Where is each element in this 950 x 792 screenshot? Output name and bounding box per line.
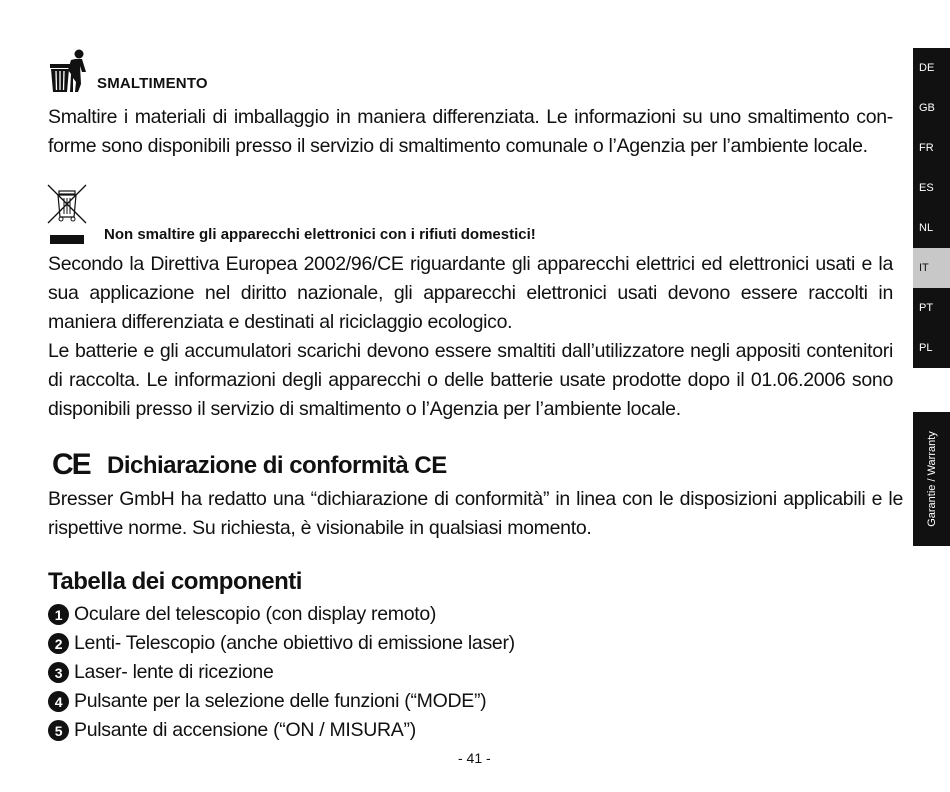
list-item bbox=[48, 716, 515, 745]
list-item bbox=[48, 658, 515, 687]
weee-paragraph-2: Le batterie e gli accumulatori scarichi devono essere smaltiti dall’utilizzatore negli appositi contenitori di raccolta. Le informazioni degli apparecchi o delle batterie usate prodotte dopo il 01.06.2006 sono disponibili presso il servizio di smaltimento o l’Agenzia per l’ambiente locale. bbox=[48, 340, 893, 420]
disposal-title: SMALTIMENTO bbox=[97, 75, 208, 92]
weee-body bbox=[48, 250, 893, 424]
disposal-body: Smaltire i materiali di imballaggio in maniera differenziata. Le informazioni su uno smaltimento con-forme sono disponibili presso il servizio di smaltimento comunale o l’Agenzia per l’ambiente locale. bbox=[48, 106, 893, 157]
tab-it[interactable]: IT bbox=[913, 248, 950, 288]
ce-body: Bresser GmbH ha redatto una “dichiarazione di conformità” in linea con le disposizioni applicabili e le rispettive norme. Su richiesta, è visionabile in qualsiasi momento. bbox=[48, 488, 903, 539]
weee-paragraph-1: Secondo la Direttiva Europea 2002/96/CE riguardante gli apparecchi elettrici ed elettronici usati e la sua applicazione nel diritto nazionale, gli apparecchi elettronici usati devono essere raccolti in maniera differenziata e destinati al riciclaggio ecologico. bbox=[48, 253, 893, 333]
language-tabs bbox=[913, 48, 950, 368]
list-item bbox=[48, 629, 515, 658]
tab-de[interactable]: DE bbox=[913, 48, 950, 88]
component-label: Pulsante per la selezione delle funzioni (“MODE”) bbox=[74, 690, 487, 712]
page-number: - 41 - bbox=[458, 750, 491, 766]
crossed-bin-icon bbox=[46, 183, 88, 247]
component-label: Lenti- Telescopio (anche obiettivo di emissione laser) bbox=[74, 632, 515, 654]
tab-fr[interactable]: FR bbox=[913, 128, 950, 168]
number-badge: 4 bbox=[48, 691, 69, 712]
components-list bbox=[48, 600, 515, 745]
weee-title: Non smaltire gli apparecchi elettronici con i rifiuti domestici! bbox=[104, 226, 536, 243]
component-label: Oculare del telescopio (con display remoto) bbox=[74, 603, 437, 625]
list-item bbox=[48, 600, 515, 629]
number-badge: 5 bbox=[48, 720, 69, 741]
component-label: Pulsante di accensione (“ON / MISURA”) bbox=[74, 719, 416, 741]
number-badge: 1 bbox=[48, 604, 69, 625]
warranty-tab-label: Garantie / Warranty bbox=[925, 431, 938, 527]
number-badge: 2 bbox=[48, 633, 69, 654]
number-badge: 3 bbox=[48, 662, 69, 683]
tab-nl[interactable]: NL bbox=[913, 208, 950, 248]
ce-title: Dichiarazione di conformità CE bbox=[107, 452, 447, 479]
component-label: Laser- lente di ricezione bbox=[74, 661, 274, 683]
components-title: Tabella dei componenti bbox=[48, 568, 302, 595]
tab-es[interactable]: ES bbox=[913, 168, 950, 208]
list-item bbox=[48, 687, 515, 716]
ce-mark-icon: CE bbox=[52, 448, 90, 481]
tab-warranty[interactable] bbox=[913, 412, 950, 546]
tab-pt[interactable]: PT bbox=[913, 288, 950, 328]
tab-pl[interactable]: PL bbox=[913, 328, 950, 368]
tab-gb[interactable]: GB bbox=[913, 88, 950, 128]
trash-bin-icon bbox=[48, 48, 90, 94]
